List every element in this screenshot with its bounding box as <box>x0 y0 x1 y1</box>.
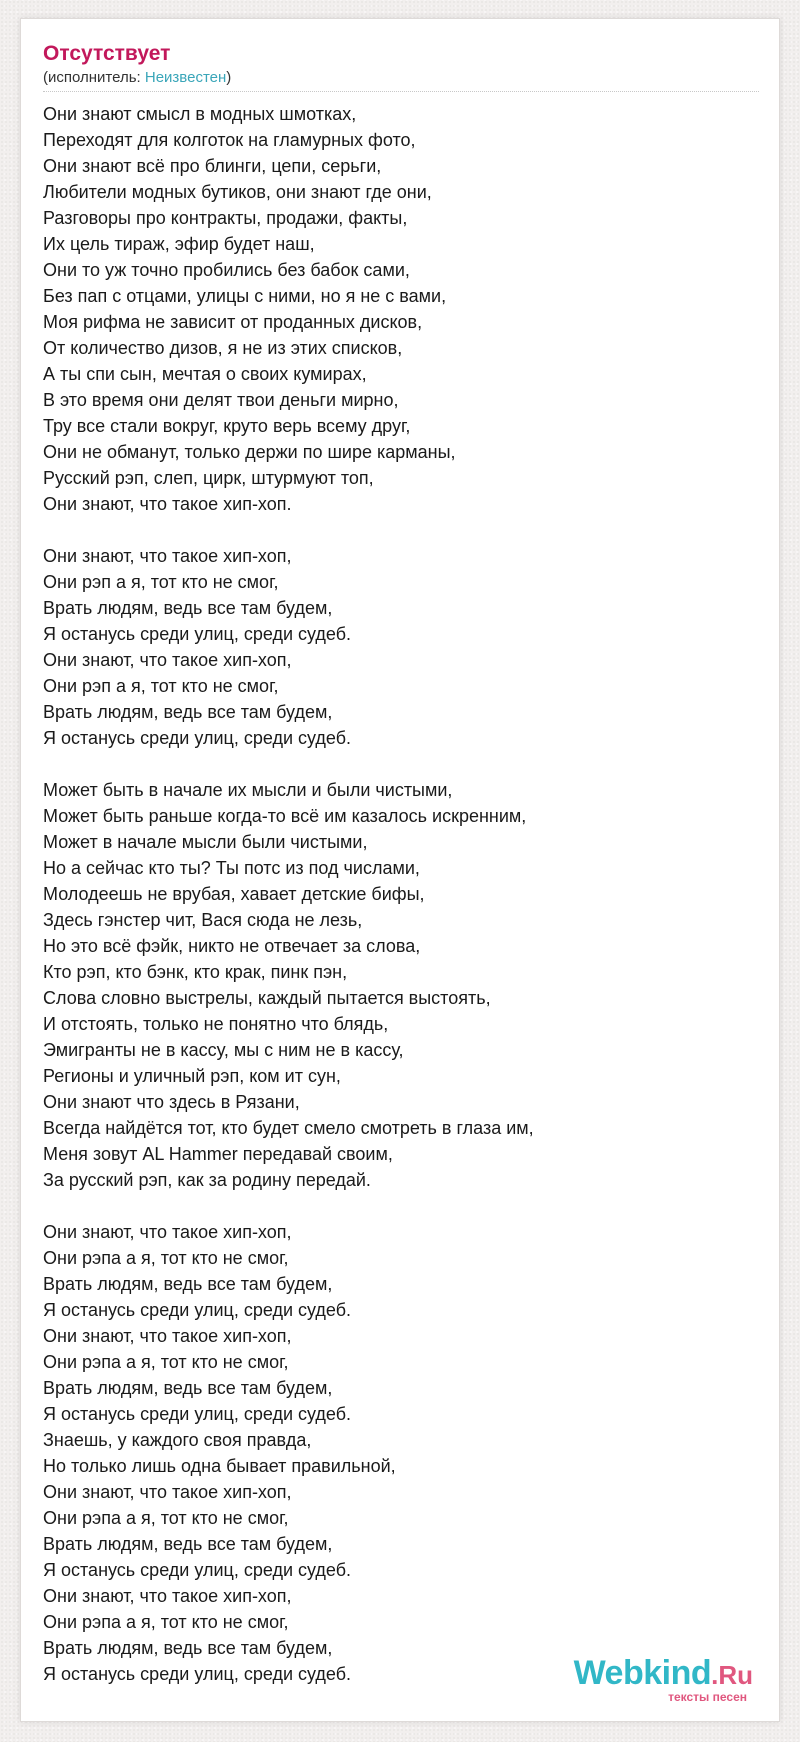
lyric-line: Врать людям, ведь все там будем, <box>43 598 333 618</box>
song-title: Отсутствует <box>43 42 171 65</box>
lyric-line: Всегда найдётся тот, кто будет смело смотреть в глаза им, <box>43 1118 534 1138</box>
lyric-line: В это время они делят твои деньги мирно, <box>43 390 399 410</box>
lyric-line: Врать людям, ведь все там будем, <box>43 1638 333 1658</box>
lyric-line: Моя рифма не зависит от проданных дисков, <box>43 312 423 332</box>
lyric-line: Они рэпа а я, тот кто не смог, <box>43 1352 289 1372</box>
lyric-line: Их цель тираж, эфир будет наш, <box>43 234 315 254</box>
lyric-line: Я останусь среди улиц, среди судеб. <box>43 1560 352 1580</box>
site-logo[interactable] <box>574 1655 753 1703</box>
lyric-line: Может быть раньше когда-то всё им казалось искренним, <box>43 806 527 826</box>
lyric-line: Меня зовут AL Hammer передавай своим, <box>43 1144 393 1164</box>
lyric-line: Переходят для колготок на гламурных фото, <box>43 130 416 150</box>
lyric-line: Врать людям, ведь все там будем, <box>43 1274 333 1294</box>
lyric-line: Они знают всё про блинги, цепи, серьги, <box>43 156 382 176</box>
lyric-line: Они рэпа а я, тот кто не смог, <box>43 1508 289 1528</box>
lyric-line: Но это всё фэйк, никто не отвечает за слова, <box>43 936 421 956</box>
lyric-line: Я останусь среди улиц, среди судеб. <box>43 728 352 748</box>
lyric-line: Они рэп а я, тот кто не смог, <box>43 572 279 592</box>
lyric-line: Русский рэп, слеп, цирк, штурмуют топ, <box>43 468 374 488</box>
logo-main-text: Webkind <box>573 1654 712 1692</box>
lyrics-card <box>20 18 780 1722</box>
lyric-line: Они не обманут, только держи по шире карманы, <box>43 442 456 462</box>
lyric-line: Знаешь, у каждого своя правда, <box>43 1430 312 1450</box>
lyric-line: Они знают что здесь в Рязани, <box>43 1092 300 1112</box>
lyric-line: Они знают, что такое хип-хоп, <box>43 1326 292 1346</box>
lyric-line: Я останусь среди улиц, среди судеб. <box>43 624 352 644</box>
lyric-line: И отстоять, только не понятно что блядь, <box>43 1014 389 1034</box>
lyric-line: Кто рэп, кто бэнк, кто крак, пинк пэн, <box>43 962 348 982</box>
lyric-line: А ты спи сын, мечтая о своих кумирах, <box>43 364 367 384</box>
lyric-line: Может в начале мысли были чистыми, <box>43 832 368 852</box>
lyric-line: Они знают, что такое хип-хоп, <box>43 546 292 566</box>
lyric-line: Они то уж точно пробились без бабок сами, <box>43 260 410 280</box>
lyric-line: За русский рэп, как за родину передай. <box>43 1170 371 1190</box>
lyric-line: Они знают, что такое хип-хоп. <box>43 494 292 514</box>
lyric-line: Любители модных бутиков, они знают где они, <box>43 182 432 202</box>
lyric-line: Они знают, что такое хип-хоп, <box>43 1586 292 1606</box>
lyric-line: Эмигранты не в кассу, мы с ним не в кассу, <box>43 1040 404 1060</box>
lyric-line: Они знают, что такое хип-хоп, <box>43 1482 292 1502</box>
lyric-line: Врать людям, ведь все там будем, <box>43 1534 333 1554</box>
lyric-line: Они знают, что такое хип-хоп, <box>43 650 292 670</box>
header-divider <box>43 91 759 92</box>
artist-link[interactable]: Неизвестен <box>144 69 227 86</box>
lyric-line: Они рэпа а я, тот кто не смог, <box>43 1612 289 1632</box>
lyric-line: Молодеешь не врубая, хавает детские бифы, <box>43 884 425 904</box>
lyric-line: Врать людям, ведь все там будем, <box>43 702 333 722</box>
lyric-line: Может быть в начале их мысли и были чистыми, <box>43 780 453 800</box>
lyric-line: Я останусь среди улиц, среди судеб. <box>43 1404 352 1424</box>
lyric-line: Я останусь среди улиц, среди судеб. <box>43 1664 352 1684</box>
song-header <box>43 41 761 88</box>
lyric-line: Без пап с отцами, улицы с ними, но я не с вами, <box>43 286 447 306</box>
lyrics-body <box>43 101 759 1687</box>
lyric-line: Они рэпа а я, тот кто не смог, <box>43 1248 289 1268</box>
stanza-break <box>43 751 759 777</box>
lyric-line: Я останусь среди улиц, среди судеб. <box>43 1300 352 1320</box>
lyric-line: Врать людям, ведь все там будем, <box>43 1378 333 1398</box>
lyric-line: От количество дизов, я не из этих списков, <box>43 338 403 358</box>
lyric-line: Здесь гэнстер чит, Вася сюда не лезь, <box>43 910 363 930</box>
lyric-line: Разговоры про контракты, продажи, факты, <box>43 208 408 228</box>
lyric-line: Регионы и уличный рэп, ком ит сун, <box>43 1066 341 1086</box>
stanza-break <box>43 1193 759 1219</box>
logo-wordmark <box>574 1655 753 1693</box>
lyric-line: Но только лишь одна бывает правильной, <box>43 1456 396 1476</box>
lyric-line: Но а сейчас кто ты? Ты потс из под числами, <box>43 858 420 878</box>
lyric-line: Они рэп а я, тот кто не смог, <box>43 676 279 696</box>
logo-tld: .Ru <box>711 1660 753 1690</box>
stanza-break <box>43 517 759 543</box>
lyric-line: Они знают смысл в модных шмотках, <box>43 104 357 124</box>
artist-line <box>43 68 761 88</box>
artist-suffix: ) <box>226 69 232 86</box>
lyric-line: Слова словно выстрелы, каждый пытается выстоять, <box>43 988 491 1008</box>
logo-tagline: тексты песен <box>668 1690 747 1704</box>
lyric-line: Тру все стали вокруг, круто верь всему друг, <box>43 416 411 436</box>
lyric-line: Они знают, что такое хип-хоп, <box>43 1222 292 1242</box>
artist-prefix: (исполнитель: <box>43 69 145 86</box>
